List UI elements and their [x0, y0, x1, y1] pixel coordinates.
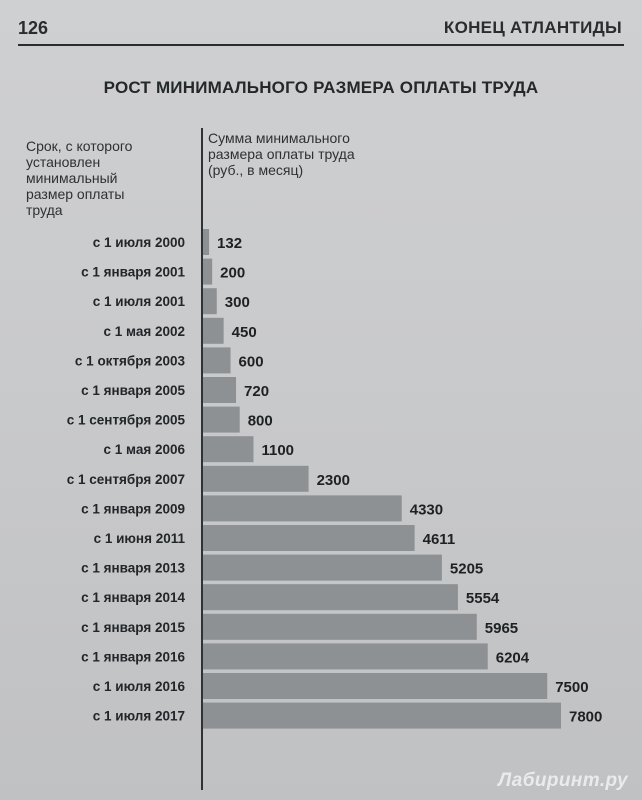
chart-title: РОСТ МИНИМАЛЬНОГО РАЗМЕРА ОПЛАТЫ ТРУДА [103, 78, 539, 97]
category-label: с 1 сентября 2005 [66, 412, 185, 428]
bar [203, 673, 547, 699]
value-label: 5965 [484, 619, 519, 637]
bar [203, 555, 442, 581]
bar [203, 614, 477, 640]
category-label: с 1 июля 2017 [92, 708, 185, 724]
value-label: 450 [231, 323, 257, 341]
value-label: 300 [224, 294, 250, 312]
value-label: 6204 [495, 649, 530, 667]
category-label: с 1 сентября 2007 [66, 471, 185, 487]
bar [203, 525, 415, 551]
category-label: с 1 июля 2000 [92, 235, 185, 250]
value-label: 800 [247, 412, 273, 430]
bar [203, 259, 212, 285]
category-column-header: Срок, с которого установлен минимальный размер оплаты труда [26, 138, 133, 218]
category-label: с 1 октября 2003 [74, 353, 185, 369]
value-label: 7500 [555, 679, 589, 696]
category-label: с 1 января 2015 [81, 619, 185, 635]
running-head: КОНЕЦ АТЛАНТИДЫ [443, 18, 622, 37]
category-label: с 1 января 2016 [81, 649, 185, 665]
category-label: с 1 мая 2002 [103, 323, 185, 339]
bar [203, 466, 309, 492]
value-label: 5554 [465, 590, 500, 608]
category-label: с 1 июля 2016 [92, 679, 185, 694]
category-label: с 1 июня 2011 [93, 531, 185, 546]
bar [203, 584, 458, 610]
value-label: 4330 [409, 501, 444, 519]
bar [203, 377, 236, 403]
bar [203, 288, 217, 314]
category-label: с 1 января 2005 [81, 383, 185, 398]
bar [203, 407, 240, 433]
value-label: 720 [244, 383, 270, 400]
watermark: Лабиринт.ру [498, 770, 628, 791]
bar [203, 436, 253, 462]
value-label: 200 [220, 264, 246, 282]
bar [203, 229, 209, 255]
value-label: 7800 [569, 708, 603, 726]
category-label: с 1 января 2013 [81, 560, 185, 576]
category-label: с 1 января 2014 [81, 590, 185, 606]
value-label: 2300 [316, 471, 350, 489]
category-label: с 1 мая 2006 [103, 442, 185, 458]
value-label: 132 [217, 235, 243, 252]
category-label: с 1 июля 2001 [92, 294, 185, 310]
bar [203, 318, 224, 344]
category-label: с 1 января 2009 [81, 501, 185, 517]
value-label: 4611 [422, 531, 456, 548]
bar [203, 495, 402, 521]
value-label: 5205 [449, 560, 484, 578]
value-label: 1100 [261, 442, 295, 460]
bar [203, 643, 488, 669]
bar [203, 347, 231, 373]
page-number: 126 [18, 18, 49, 38]
bar [203, 703, 561, 729]
value-label: 600 [238, 353, 264, 371]
category-label: с 1 января 2001 [81, 264, 185, 280]
value-column-header: Сумма минимального размера оплаты труда (руб., в месяц) [208, 130, 355, 178]
